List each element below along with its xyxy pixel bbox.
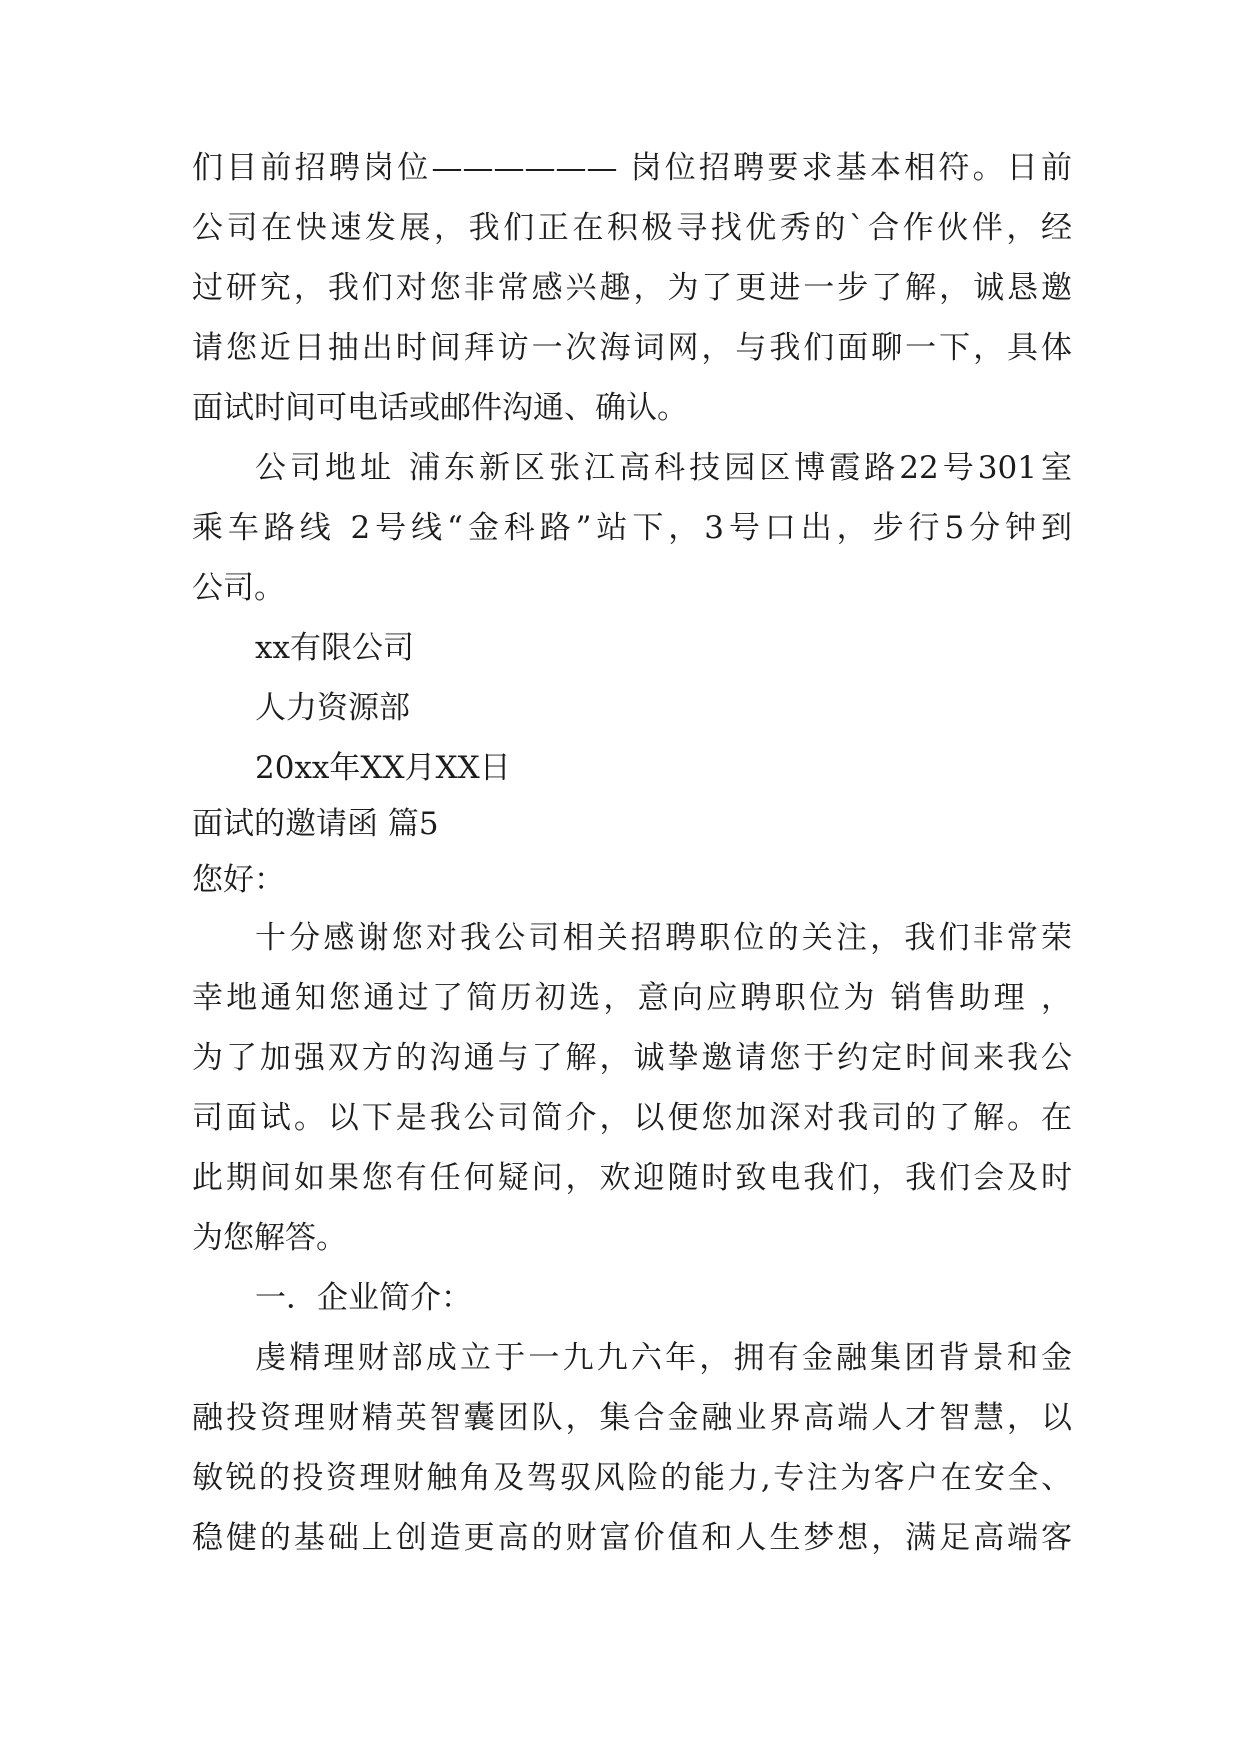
subsection-heading: 一．企业简介： bbox=[255, 1280, 472, 1316]
department-name: 人力资源部 bbox=[255, 690, 410, 726]
text-line: 司面试。以下是我公司简介，以便您加深对我司的了解。在 bbox=[192, 1100, 1072, 1136]
date-line: 20xx年XX月XX日 bbox=[255, 750, 511, 786]
text-line: 为您解答。 bbox=[192, 1220, 347, 1256]
address-line: 公司地址 浦东新区张江高科技园区博霞路22号301室 bbox=[255, 450, 1072, 486]
text-line: 虔精理财部成立于一九九六年，拥有金融集团背景和金 bbox=[255, 1340, 1072, 1376]
company-name: xx有限公司 bbox=[255, 630, 414, 666]
route-line: 乘车路线 2号线“金科路”站下，3号口出，步行5分钟到 bbox=[192, 510, 1072, 546]
text-line: 为了加强双方的沟通与了解，诚挚邀请您于约定时间来我公 bbox=[192, 1040, 1072, 1076]
section-heading: 面试的邀请函 篇5 bbox=[192, 806, 439, 842]
text-line: 面试时间可电话或邮件沟通、确认。 bbox=[192, 390, 688, 426]
text-line: 稳健的基础上创造更高的财富价值和人生梦想，满足高端客 bbox=[192, 1520, 1072, 1556]
text-line: 们目前招聘岗位—————— 岗位招聘要求基本相符。日前 bbox=[192, 150, 1072, 186]
text-line: 融投资理财精英智囊团队，集合金融业界高端人才智慧，以 bbox=[192, 1400, 1072, 1436]
text-line: 请您近日抽出时间拜访一次海词网，与我们面聊一下，具体 bbox=[192, 330, 1072, 366]
text-line: 公司在快速发展，我们正在积极寻找优秀的`合作伙伴，经 bbox=[192, 210, 1072, 246]
text-line: 公司。 bbox=[192, 570, 285, 606]
text-line: 幸地通知您通过了简历初选，意向应聘职位为 销售助理 ， bbox=[192, 980, 1072, 1016]
text-line: 此期间如果您有任何疑问，欢迎随时致电我们，我们会及时 bbox=[192, 1160, 1072, 1196]
text-line: 敏锐的投资理财触角及驾驭风险的能力,专注为客户在安全、 bbox=[192, 1460, 1072, 1496]
greeting: 您好： bbox=[192, 862, 285, 898]
text-line: 过研究，我们对您非常感兴趣，为了更进一步了解，诚恳邀 bbox=[192, 270, 1072, 306]
text-line: 十分感谢您对我公司相关招聘职位的关注，我们非常荣 bbox=[255, 920, 1072, 956]
